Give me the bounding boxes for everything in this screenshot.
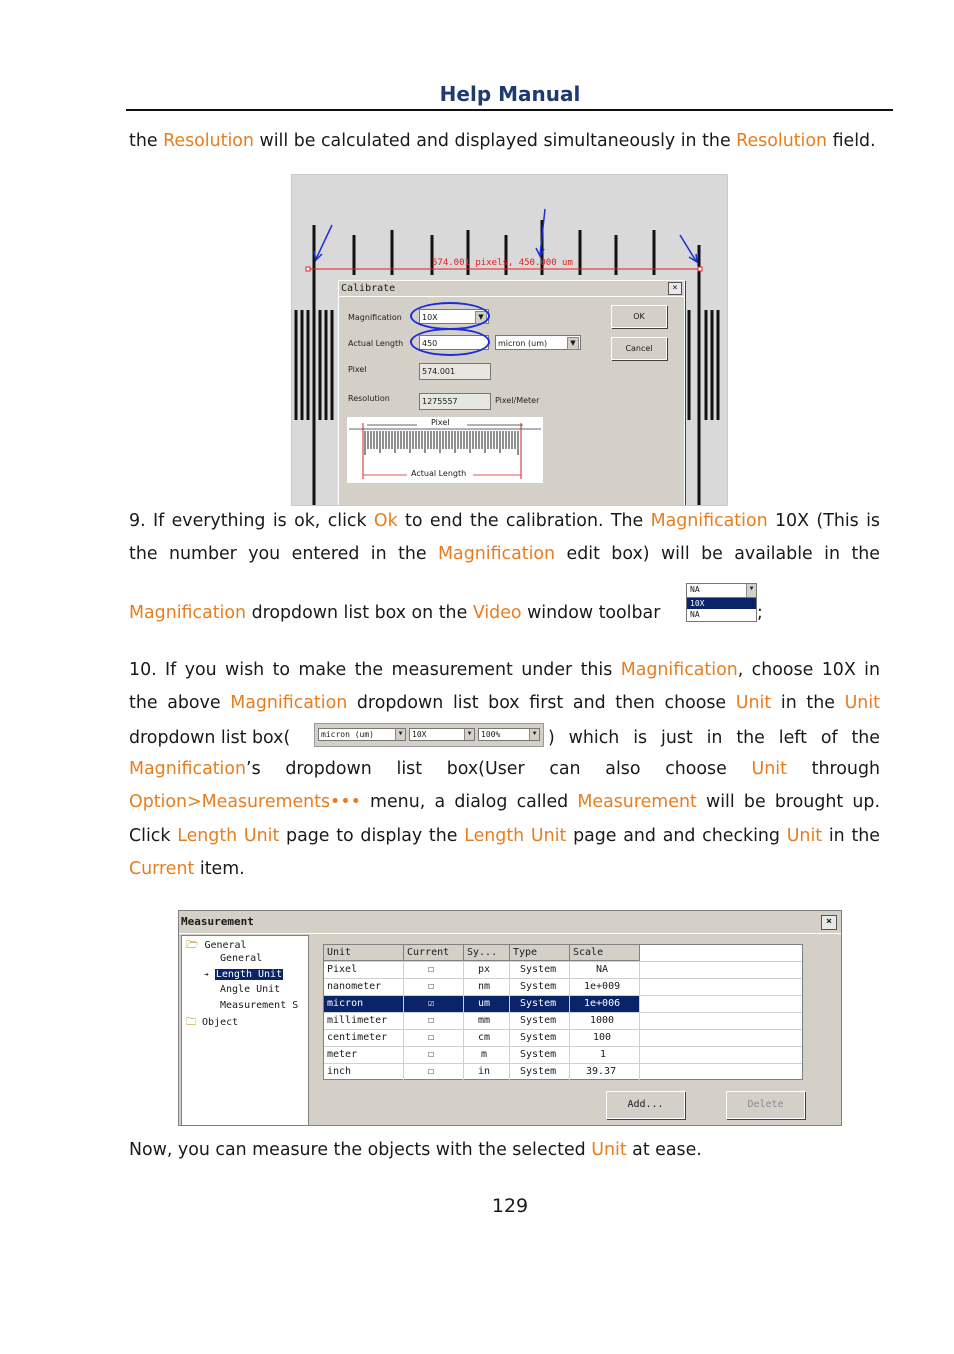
intro-paragraph: the Resolution will be calculated and displayed simultaneously in the Resolution field. [129,131,876,151]
checkbox[interactable]: ☐ [404,962,464,978]
unit-dropdown[interactable]: micron (um) ▼ [318,728,406,741]
checkbox[interactable]: ☐ [404,979,464,995]
table-header [324,945,802,962]
checkbox[interactable]: ☐ [404,1030,464,1046]
delete-button[interactable]: Delete [726,1091,805,1119]
col-type[interactable]: Type [510,945,570,961]
calibration-diagram [347,417,543,483]
diagram-actual-length-label: Actual Length [411,469,467,478]
magnification-select[interactable]: 10X ▼ [419,309,489,324]
tree-item-general-page[interactable]: General [220,953,263,964]
step10-line3b: ) which is just in the left of the [548,728,880,748]
actual-length-label: Actual Length [348,339,404,348]
step9-line2: the number you entered in the Magnification edit box) will be available in the [129,544,880,564]
checkbox[interactable]: ☐ [404,1047,464,1063]
highlight-oval-magnification [410,302,490,330]
closing-paragraph: Now, you can measure the objects with the selected Unit at ease. [129,1140,702,1160]
chevron-down-icon[interactable]: ▼ [529,729,539,740]
step9-semicolon: ; [757,603,763,623]
tree-item-measurement-settings[interactable]: Measurement S [220,1000,299,1011]
chevron-down-icon[interactable]: ▼ [567,337,579,350]
chevron-down-icon[interactable]: ▼ [475,311,487,324]
resolution-unit: Pixel/Meter [495,396,540,405]
header-title: Help Manual [439,82,581,106]
unit-table [323,944,803,1080]
step10-line3a: dropdown list box( [129,728,291,748]
add-button[interactable]: Add... [606,1091,685,1119]
pixel-value: 574.001 [419,363,491,380]
step10-line2: the above Magnification dropdown list box first and then choose Unit in the Unit [129,693,880,713]
settings-tree [181,935,309,1126]
zoom-dropdown[interactable]: 100% ▼ [478,728,540,741]
step10-line6: Click Length Unit page to display the Length Unit page and and checking Unit in the [129,826,880,846]
table-row[interactable]: centimeter ☐ cm System 100 [324,1030,802,1047]
step9-line1: 9. If everything is ok, click Ok to end the calibration. The Magnification 10X (This is [129,511,880,531]
pixel-label: Pixel [348,365,367,374]
step10-line7: Current item. [129,859,245,879]
tree-item-general[interactable]: 🗁 General [186,940,247,951]
table-row-selected[interactable]: micron ☑ um System 1e+006 [324,996,802,1013]
tree-item-object[interactable]: 🗀 Object [186,1017,239,1028]
step10-line4: Magnification’s dropdown list box(User can also choose Unit through [129,759,881,779]
measurement-dialog [178,910,842,1126]
step10-line5: Option>Measurements••• menu, a dialog called Measurement will be brought up. [129,792,880,812]
step10-line1: 10. If you wish to make the measurement under this Magnification, choose 10X in [129,660,880,680]
step9-line3: Magnification dropdown list box on the Video window toolbar [129,603,661,623]
measure-label: 574.001 pixels, 450.000 um [432,258,573,268]
col-unit[interactable]: Unit [324,945,404,961]
close-icon[interactable]: × [821,915,837,930]
ok-button[interactable]: OK [611,305,667,328]
col-current[interactable]: Current [404,945,464,961]
chevron-down-icon[interactable]: ▼ [746,584,756,597]
checkbox[interactable]: ☐ [404,1064,464,1080]
resolution-value: 1275557 [419,393,491,410]
dropdown-option[interactable]: NA [690,610,700,619]
cancel-button[interactable]: Cancel [611,337,667,360]
header-rule [126,109,893,111]
actual-length-input[interactable]: 450 [419,335,489,350]
folder-open-icon: 🗁 [186,940,199,951]
checkbox-checked[interactable]: ☑ [404,996,464,1012]
diagram-pixel-label: Pixel [431,418,450,427]
toolbar-magnification-dropdown[interactable] [686,583,757,622]
col-scale[interactable]: Scale [570,945,640,961]
page-number: 129 [491,1195,529,1217]
table-row[interactable]: Pixel ☐ px System NA [324,962,802,979]
tree-item-angle-unit[interactable]: Angle Unit [220,984,281,995]
unit-select[interactable]: micron (um) ▼ [495,335,581,350]
folder-icon: 🗀 [186,1017,196,1028]
arrow-right-icon: ➔ [204,970,209,979]
col-symbol[interactable]: Sy... [464,945,510,961]
dropdown-option[interactable]: 10X [687,598,756,609]
close-icon[interactable]: × [668,282,682,295]
chevron-down-icon[interactable]: ▼ [395,729,405,740]
chevron-down-icon[interactable]: ▼ [464,729,474,740]
calibrate-dialog [338,280,685,506]
unit-toolbar [314,723,544,747]
checkbox[interactable]: ☐ [404,1013,464,1029]
resolution-label: Resolution [348,394,390,403]
calibrate-screenshot [291,174,728,506]
table-row[interactable]: meter ☐ m System 1 [324,1047,802,1064]
tree-item-length-unit[interactable]: ➔ Length Unit [204,969,283,980]
dropdown-selected-value: NA [690,585,700,594]
calibrate-title: Calibrate × [339,281,684,297]
table-row[interactable]: nanometer ☐ nm System 1e+009 [324,979,802,996]
highlight-oval-length [410,328,490,356]
table-row[interactable]: millimeter ☐ mm System 1000 [324,1013,802,1030]
measurement-title: Measurement × [179,911,841,934]
magnification-label: Magnification [348,313,402,322]
magnification-dropdown[interactable]: 10X ▼ [409,728,475,741]
table-row[interactable]: inch ☐ in System 39.37 [324,1064,802,1081]
